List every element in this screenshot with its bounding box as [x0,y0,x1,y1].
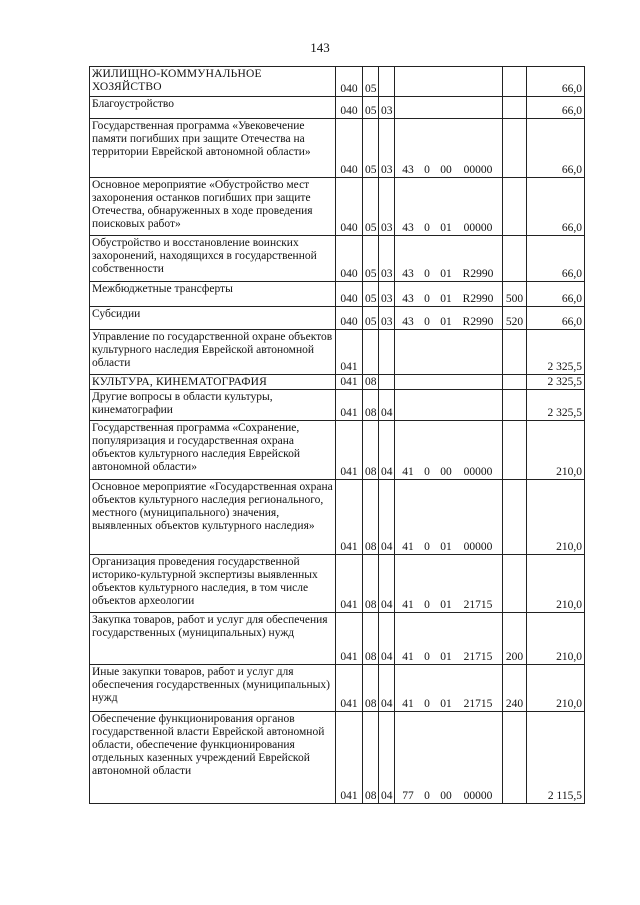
target-article-part: R2990 [462,293,494,305]
cell-vid-rashodov [503,390,527,421]
target-article-part: 21715 [463,599,493,611]
row-name-text: Другие вопросы в области культуры, кинематографии [92,391,273,416]
table-row [90,555,585,613]
target-article-part: 01 [440,222,452,234]
cell-vid-rashodov [503,178,527,236]
target-article-part: 0 [424,466,430,478]
table-row [90,119,585,178]
row-name [90,178,336,236]
target-article-part: 0 [424,316,430,328]
target-article-part: 01 [440,698,452,710]
target-article-part: 01 [440,293,452,305]
cell-target-article [395,97,503,119]
cell-sum: 210,0 [527,480,585,555]
table-row [90,67,585,97]
row-name-text: Основное мероприятие «Обустройство мест захоронения останков погибших при защите Отечества, обнаруженных в ходе проведения поисковых работ» [92,179,313,230]
target-article-part: 41 [402,541,414,553]
cell-razdel: 08 [363,555,379,613]
row-name [90,421,336,480]
cell-podrazdel: 03 [379,119,395,178]
cell-vid-rashodov: 520 [503,307,527,330]
row-name [90,67,336,97]
cell-ved: 041 [336,712,363,804]
target-article-part: R2990 [462,268,494,280]
row-name-text: Организация проведения государственной историко-культурной экспертизы выявленных объектов культурного наследия, в том числе объектов археологии [92,556,318,607]
row-name [90,613,336,665]
cell-vid-rashodov [503,119,527,178]
cell-ved: 041 [336,330,363,375]
cell-target-article [395,480,503,555]
cell-sum: 210,0 [527,421,585,480]
cell-sum: 66,0 [527,236,585,282]
target-article-part: 01 [440,268,452,280]
row-name [90,390,336,421]
cell-vid-rashodov [503,375,527,390]
row-name-text: ЖИЛИЩНО-КОММУНАЛЬНОЕ ХОЗЯЙСТВО [92,68,262,93]
row-name-text: Государственная программа «Сохранение, популяризация и государственная охрана объектов культурного наследия Еврейской автономной области» [92,422,300,473]
cell-razdel: 05 [363,97,379,119]
target-article-part: 0 [424,698,430,710]
cell-razdel: 08 [363,613,379,665]
table-row [90,236,585,282]
cell-target-article [395,665,503,712]
cell-target-article [395,67,503,97]
cell-podrazdel: 04 [379,712,395,804]
row-name-text: Иные закупки товаров, работ и услуг для обеспечения государственных (муниципальных) нужд [92,666,330,704]
cell-razdel [363,330,379,375]
cell-razdel: 08 [363,480,379,555]
cell-vid-rashodov [503,480,527,555]
row-name-text: Субсидии [92,308,141,320]
cell-target-article [395,613,503,665]
cell-vid-rashodov: 240 [503,665,527,712]
target-article-part: 41 [402,466,414,478]
row-name [90,97,336,119]
row-name-text: Благоустройство [92,98,174,110]
cell-podrazdel: 04 [379,555,395,613]
cell-target-article [395,307,503,330]
cell-razdel: 08 [363,712,379,804]
target-article-part: 00000 [463,790,493,802]
row-name [90,480,336,555]
cell-sum: 210,0 [527,555,585,613]
cell-vid-rashodov [503,236,527,282]
cell-sum: 66,0 [527,67,585,97]
target-article-part: 41 [402,698,414,710]
cell-vid-rashodov [503,712,527,804]
target-article-part: 00 [440,466,452,478]
row-name-text: Государственная программа «Увековечение памяти погибших при защите Отечества на территории Еврейской автономной области» [92,120,311,158]
cell-podrazdel: 04 [379,390,395,421]
cell-vid-rashodov [503,555,527,613]
row-name [90,330,336,375]
target-article-part: 21715 [463,651,493,663]
row-name-text: Управление по государственной охране объектов культурного наследия Еврейской автономной области [92,331,333,369]
target-article-part: 41 [402,599,414,611]
row-name-text: Основное мероприятие «Государственная охрана объектов культурного наследия регионального, местного (муниципального) значения, выявленных объектов культурного наследия» [92,481,333,532]
target-article-part: 01 [440,541,452,553]
table-row [90,307,585,330]
cell-vid-rashodov: 200 [503,613,527,665]
cell-ved: 041 [336,555,363,613]
cell-razdel: 05 [363,236,379,282]
cell-ved: 041 [336,375,363,390]
target-article-part: 00000 [463,466,493,478]
table-row [90,330,585,375]
cell-target-article [395,390,503,421]
cell-ved: 041 [336,480,363,555]
target-article-part: 0 [424,651,430,663]
cell-sum: 2 325,5 [527,330,585,375]
cell-vid-rashodov [503,330,527,375]
target-article-part: 43 [402,222,414,234]
cell-razdel: 08 [363,421,379,480]
cell-target-article [395,236,503,282]
table-row [90,375,585,390]
target-article-part: 0 [424,790,430,802]
table-row [90,282,585,307]
row-name-text: Обеспечение функционирования органов государственной власти Еврейской автономной области, обеспечение функционирования отдельных казенных учреждений Еврейской автономной области [92,713,325,777]
cell-target-article [395,178,503,236]
cell-sum: 66,0 [527,97,585,119]
cell-ved: 040 [336,236,363,282]
target-article-part: 0 [424,293,430,305]
cell-sum: 66,0 [527,307,585,330]
cell-ved: 041 [336,665,363,712]
target-article-part: 00 [440,790,452,802]
target-article-part: 43 [402,164,414,176]
target-article-part: 00 [440,164,452,176]
cell-podrazdel: 04 [379,665,395,712]
target-article-part: 77 [402,790,414,802]
cell-ved: 040 [336,97,363,119]
cell-podrazdel: 04 [379,421,395,480]
cell-target-article [395,712,503,804]
cell-razdel: 05 [363,67,379,97]
row-name [90,236,336,282]
table-row [90,665,585,712]
row-name [90,119,336,178]
cell-sum: 210,0 [527,665,585,712]
cell-ved: 041 [336,421,363,480]
cell-podrazdel: 03 [379,307,395,330]
cell-sum: 66,0 [527,178,585,236]
cell-razdel: 08 [363,375,379,390]
row-name [90,307,336,330]
table-row [90,421,585,480]
cell-podrazdel [379,375,395,390]
cell-ved: 040 [336,307,363,330]
cell-ved: 040 [336,119,363,178]
cell-target-article [395,330,503,375]
cell-ved: 041 [336,613,363,665]
cell-podrazdel: 04 [379,480,395,555]
table-row [90,178,585,236]
target-article-part: 43 [402,316,414,328]
cell-sum: 210,0 [527,613,585,665]
cell-target-article [395,282,503,307]
cell-podrazdel [379,67,395,97]
table-row [90,390,585,421]
cell-podrazdel: 04 [379,613,395,665]
cell-sum: 66,0 [527,282,585,307]
cell-podrazdel [379,330,395,375]
row-name [90,555,336,613]
table-row [90,613,585,665]
target-article-part: R2990 [462,316,494,328]
target-article-part: 01 [440,599,452,611]
target-article-part: 0 [424,268,430,280]
cell-podrazdel: 03 [379,236,395,282]
target-article-part: 0 [424,599,430,611]
row-name [90,375,336,390]
table-row [90,712,585,804]
table-row [90,97,585,119]
cell-vid-rashodov [503,421,527,480]
cell-podrazdel: 03 [379,97,395,119]
row-name [90,712,336,804]
cell-razdel: 08 [363,665,379,712]
target-article-part: 00000 [463,222,493,234]
target-article-part: 01 [440,316,452,328]
cell-razdel: 05 [363,119,379,178]
budget-table [89,66,585,804]
cell-razdel: 08 [363,390,379,421]
target-article-part: 0 [424,541,430,553]
page-number: 143 [310,40,330,55]
row-name [90,282,336,307]
cell-vid-rashodov [503,67,527,97]
row-name-text: Обустройство и восстановление воинских захоронений, находящихся в государственной собственности [92,237,317,275]
target-article-part: 41 [402,651,414,663]
cell-ved: 040 [336,178,363,236]
cell-razdel: 05 [363,178,379,236]
target-article-part: 0 [424,164,430,176]
target-article-part: 0 [424,222,430,234]
row-name [90,665,336,712]
target-article-part: 01 [440,651,452,663]
cell-target-article [395,421,503,480]
row-name-text: Закупка товаров, работ и услуг для обеспечения государственных (муниципальных) нужд [92,614,328,639]
target-article-part: 00000 [463,541,493,553]
cell-ved: 040 [336,67,363,97]
cell-razdel: 05 [363,307,379,330]
row-name-text: КУЛЬТУРА, КИНЕМАТОГРАФИЯ [92,376,267,388]
target-article-part: 00000 [463,164,493,176]
cell-podrazdel: 03 [379,178,395,236]
target-article-part: 43 [402,268,414,280]
cell-ved: 041 [336,390,363,421]
target-article-part: 21715 [463,698,493,710]
cell-vid-rashodov: 500 [503,282,527,307]
cell-razdel: 05 [363,282,379,307]
cell-ved: 040 [336,282,363,307]
cell-vid-rashodov [503,97,527,119]
cell-target-article [395,119,503,178]
target-article-part: 43 [402,293,414,305]
cell-podrazdel: 03 [379,282,395,307]
cell-sum: 66,0 [527,119,585,178]
cell-target-article [395,375,503,390]
cell-sum: 2 325,5 [527,390,585,421]
cell-target-article [395,555,503,613]
row-name-text: Межбюджетные трансферты [92,283,233,295]
cell-sum: 2 115,5 [527,712,585,804]
cell-sum: 2 325,5 [527,375,585,390]
table-row [90,480,585,555]
